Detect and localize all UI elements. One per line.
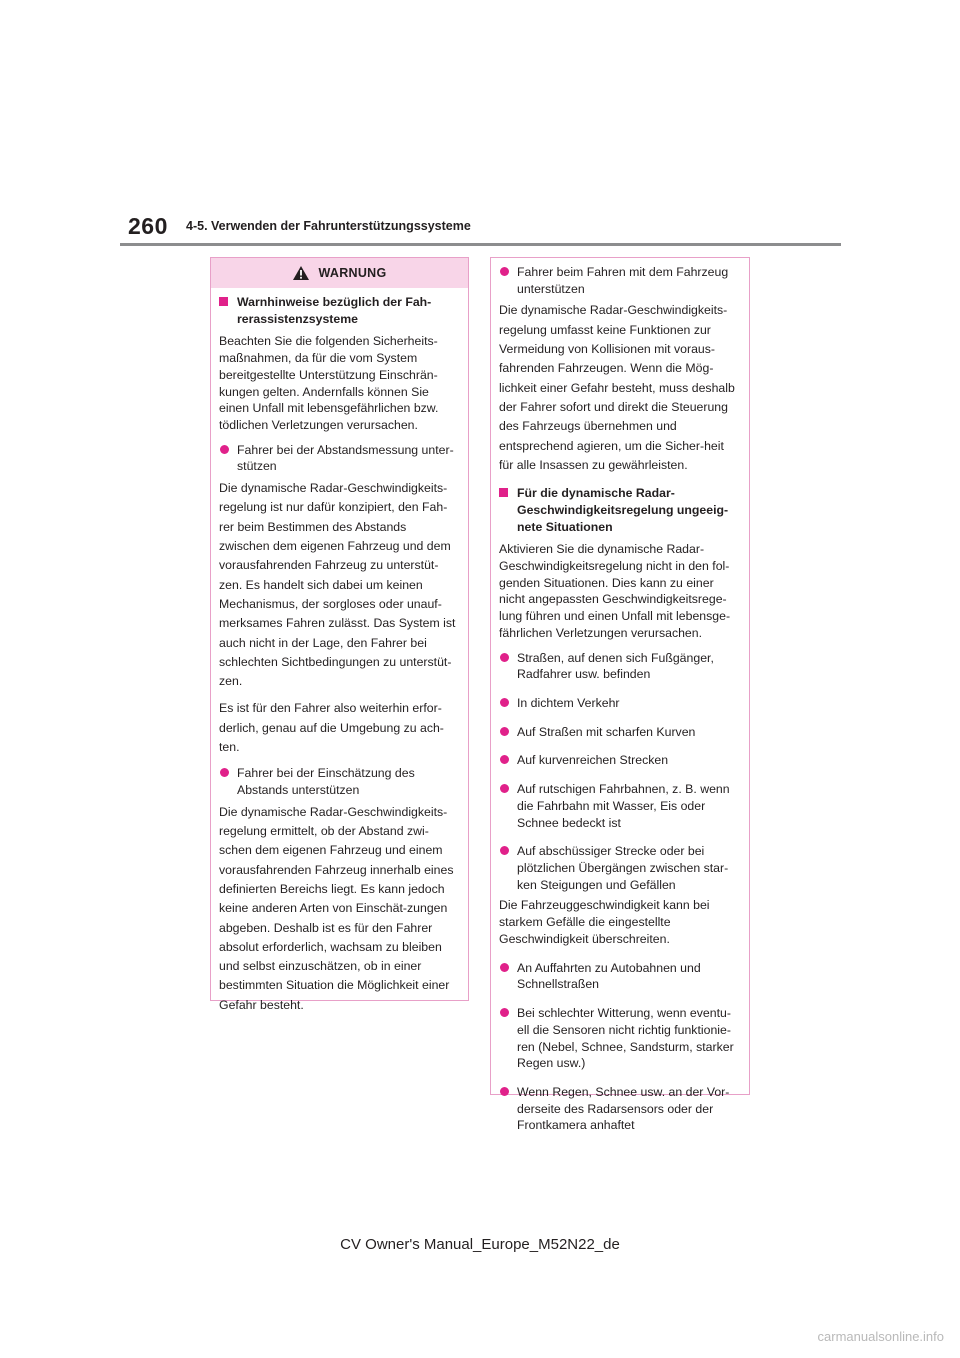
slope-note: Die Fahrzeuggeschwindigkeit kann bei starkem Gefälle die eingestellte Geschwindigkeit überschreiten. — [499, 898, 710, 946]
bullet-text: Es ist für den Fahrer also weiterhin erfor-derlich, genau auf die Umgebung zu ach-ten. — [219, 701, 444, 755]
square-bullet-icon — [219, 297, 228, 306]
round-bullet-icon — [500, 727, 509, 736]
warning-header — [211, 258, 468, 288]
warning-intro: Beachten Sie die folgenden Sicherheits-maßnahmen, da für die vom System bereitgestellte Unterstützung Einschrän-kungen gelten. Andernfalls können Sie einen Unfall mit lebensgefährlichen bzw. tödlichen Verletzungen verursachen. — [219, 334, 439, 433]
list-item: Auf rutschigen Fahrbahnen, z. B. wenn die Fahrbahn mit Wasser, Eis oder Schnee bedeckt ist — [499, 781, 741, 831]
section-intro: Aktivieren Sie die dynamische Radar-Geschwindigkeitsregelung nicht in den fol-genden Situationen. Dies kann zu einer nicht angepassten Geschwindigkeitsrege-lung führen und einen Unfall mit lebensge-fährlichen Verletzungen verursachen. — [499, 542, 731, 640]
round-bullet-icon — [500, 1087, 509, 1096]
section-heading: Warnhinweise bezüglich der Fah-rerassistenzsysteme — [219, 294, 460, 327]
page-number: 260 — [128, 213, 168, 239]
round-bullet-icon — [500, 755, 509, 764]
bullet-item: Fahrer bei der Einschätzung des Abstands unterstützen — [219, 765, 460, 798]
section-heading: Für die dynamische Radar-Geschwindigkeitsregelung ungeeig-nete Situationen — [499, 485, 741, 535]
header-divider — [120, 243, 841, 246]
round-bullet-icon — [220, 445, 229, 454]
list-item: Bei schlechter Witterung, wenn eventu-ell die Sensoren nicht richtig funktionie-ren (Nebel, Schnee, Sandsturm, starker Regen usw.) — [499, 1005, 741, 1072]
round-bullet-icon — [500, 963, 509, 972]
round-bullet-icon — [500, 846, 509, 855]
watermark: carmanualsonline.info — [817, 1329, 944, 1344]
round-bullet-icon — [220, 768, 229, 777]
bullet-item: Fahrer beim Fahren mit dem Fahrzeug unterstützen — [499, 264, 741, 297]
square-bullet-icon — [499, 488, 508, 497]
list-item: Wenn Regen, Schnee usw. an der Vor-derseite des Radarsensors oder der Frontkamera anhaftet — [499, 1084, 741, 1134]
list-item: Auf kurvenreichen Strecken — [499, 752, 741, 769]
list-item: Auf abschüssiger Strecke oder bei plötzlichen Übergängen zwischen star-ken Steigungen und Gefällen — [499, 843, 741, 893]
warning-box-right — [490, 257, 750, 1133]
round-bullet-icon — [500, 698, 509, 707]
warning-box-left — [210, 257, 469, 1012]
round-bullet-icon — [500, 1008, 509, 1017]
round-bullet-icon — [500, 267, 509, 276]
warning-content-right — [491, 258, 749, 1134]
warning-content-left — [211, 288, 468, 1015]
round-bullet-icon — [500, 653, 509, 662]
section-title: 4-5. Verwenden der Fahrunterstützungssysteme — [186, 219, 471, 233]
round-bullet-icon — [500, 784, 509, 793]
list-item: In dichtem Verkehr — [499, 695, 741, 712]
bullet-text: Die dynamische Radar-Geschwindigkeits-regelung umfasst keine Funktionen zur Vermeidung von Kollisionen mit voraus-fahrenden Fahrzeugen. Wenn die Mög-lichkeit einer Gefahr besteht, muss deshalb der Fahrer sofort und direkt die Steuerung des Fahrzeugs übernehmen und entsprechend agieren, um die Sicher-heit für alle Insassen zu gewährleisten. — [499, 303, 735, 472]
warning-label: WARNUNG — [318, 266, 387, 280]
list-item: Auf Straßen mit scharfen Kurven — [499, 724, 741, 741]
warning-triangle-icon — [292, 265, 310, 281]
bullet-text: Die dynamische Radar-Geschwindigkeits-regelung ist nur dafür konzipiert, den Fah-rer beim Bestimmen des Abstands zwischen dem eigenen Fahrzeug und dem vorausfahrenden Fahrzeug zu unterstüt-zen. Es handelt sich dabei um keinen Mechanismus, der sorgloses oder unauf-merksames Fahren zulässt. Das System ist auch nicht in der Lage, den Fahrer bei schlechten Sichtbedingungen zu unterstüt-zen. — [219, 481, 456, 689]
bullet-item: Fahrer bei der Abstandsmessung unter-stützen — [219, 442, 460, 475]
footer-manual-name: CV Owner's Manual_Europe_M52N22_de — [340, 1236, 620, 1253]
list-item: Straßen, auf denen sich Fußgänger, Radfahrer usw. befinden — [499, 650, 741, 683]
list-item: An Auffahrten zu Autobahnen und Schnellstraßen — [499, 960, 741, 993]
bullet-text: Die dynamische Radar-Geschwindigkeits-regelung ermittelt, ob der Abstand zwi-schen dem eigenen Fahrzeug und einem vorausfahrenden Fahrzeug innerhalb eines definierten Bereichs liegt. Es kann jedoch keine anderen Arten von Einschät-zungen abgeben. Deshalb ist es für den Fahrer absolut erforderlich, wachsam zu bleiben und selbst einzuschätzen, ob in einer bestimmten Situation die Möglichkeit einer Gefahr besteht. — [219, 804, 454, 1012]
